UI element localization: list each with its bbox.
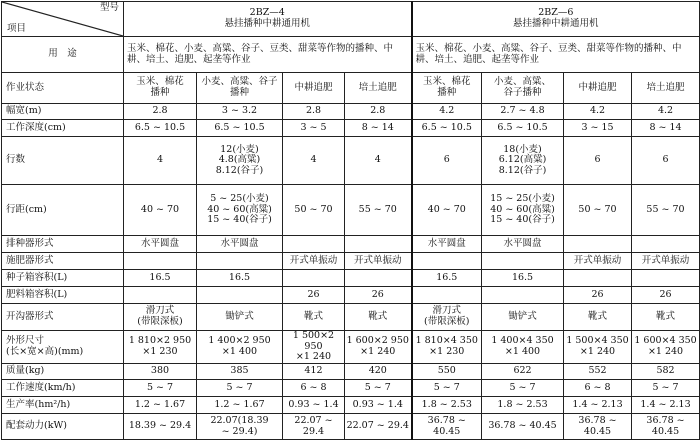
- spec-cell: 1 400×2 950 ×1 400: [197, 331, 283, 364]
- spec-cell: 18.39 ~ 29.4: [124, 414, 197, 440]
- row-label: 排种器形式: [2, 236, 124, 253]
- spec-cell: 550: [412, 364, 482, 380]
- row-label: 生产率(hm²/h): [2, 397, 124, 414]
- spec-cell: 5 ~ 7: [482, 380, 564, 397]
- spec-cell: 小麦、高粱、 谷子播种: [482, 73, 564, 104]
- spec-cell: 靴式: [283, 304, 345, 331]
- spec-row: [2, 270, 700, 287]
- spec-cell: [482, 287, 564, 304]
- spec-cell: 开式单振动: [564, 253, 632, 270]
- row-label: 行距(cm): [2, 185, 124, 236]
- spec-row: [2, 331, 700, 364]
- usage-model-a: 玉米、棉花、小麦、高粱、谷子、豆类、甜菜等作物的播种、中耕、培土、追肥、起垄等作业: [124, 37, 412, 73]
- spec-cell: 18(小麦) 6.12(高粱) 8.12(谷子): [482, 137, 564, 185]
- spec-row: [2, 236, 700, 253]
- spec-row: [2, 287, 700, 304]
- spec-cell: 0.93 ~ 1.4: [283, 397, 345, 414]
- spec-cell: 靴式: [345, 304, 412, 331]
- spec-row: [2, 380, 700, 397]
- spec-row: [2, 253, 700, 270]
- spec-cell: 1 810×4 350 ×1 230: [412, 331, 482, 364]
- corner-model-label: 型号: [99, 2, 119, 13]
- spec-cell: [482, 253, 564, 270]
- spec-cell: 55 ~ 70: [345, 185, 412, 236]
- spec-cell: 26: [564, 287, 632, 304]
- spec-cell: [564, 236, 632, 253]
- row-label: 工作深度(cm): [2, 120, 124, 137]
- spec-cell: [283, 270, 345, 287]
- spec-cell: 锄铲式: [197, 304, 283, 331]
- usage-model-b: 玉米、棉花、小麦、高粱、谷子、豆类、甜菜等作物的播种、中耕、培土、追肥、起垄等作业: [412, 37, 700, 73]
- spec-cell: [412, 287, 482, 304]
- spec-cell: 1 810×2 950 ×1 230: [124, 331, 197, 364]
- spec-cell: 50 ~ 70: [283, 185, 345, 236]
- spec-cell: 5 ~ 7: [197, 380, 283, 397]
- spec-cell: 15 ~ 25(小麦) 40 ~ 60(高粱) 15 ~ 40(谷子): [482, 185, 564, 236]
- row-label: 开沟器形式: [2, 304, 124, 331]
- header-corner-cell: [2, 2, 124, 37]
- spec-cell: 开式单振动: [632, 253, 700, 270]
- model-a-header: 2BZ—4 悬挂播种中耕通用机: [124, 2, 412, 37]
- spec-cell: [197, 287, 283, 304]
- spec-cell: 12(小麦) 4.8(高粱) 8.12(谷子): [197, 137, 283, 185]
- spec-cell: 16.5: [197, 270, 283, 287]
- spec-cell: 小麦、高粱、谷子播种: [197, 73, 283, 104]
- spec-cell: 26: [283, 287, 345, 304]
- spec-cell: 6.5 ~ 10.5: [197, 120, 283, 137]
- spec-cell: 40 ~ 70: [412, 185, 482, 236]
- spec-cell: 8 ~ 14: [345, 120, 412, 137]
- spec-cell: 水平圆盘: [197, 236, 283, 253]
- spec-cell: 6: [632, 137, 700, 185]
- spec-cell: [412, 253, 482, 270]
- spec-row: [2, 73, 700, 104]
- spec-row: [2, 120, 700, 137]
- spec-cell: 36.78 ~ 40.45: [632, 414, 700, 440]
- spec-cell: 6.5 ~ 10.5: [412, 120, 482, 137]
- spec-cell: [632, 236, 700, 253]
- spec-cell: 5 ~ 7: [345, 380, 412, 397]
- spec-cell: 420: [345, 364, 412, 380]
- spec-cell: 6 ~ 8: [564, 380, 632, 397]
- spec-cell: 1 400×4 350 ×1 400: [482, 331, 564, 364]
- spec-cell: 22.07 ~ 29.4: [345, 414, 412, 440]
- spec-cell: 16.5: [124, 270, 197, 287]
- spec-cell: 622: [482, 364, 564, 380]
- spec-cell: 1.8 ~ 2.53: [412, 397, 482, 414]
- row-label: 肥料箱容积(L): [2, 287, 124, 304]
- spec-cell: 培土追肥: [632, 73, 700, 104]
- spec-cell: 1.4 ~ 2.13: [564, 397, 632, 414]
- spec-cell: 3 ~ 5: [283, 120, 345, 137]
- spec-cell: 锄铲式: [482, 304, 564, 331]
- spec-cell: 4: [345, 137, 412, 185]
- spec-cell: 1.4 ~ 2.13: [632, 397, 700, 414]
- spec-cell: 4.2: [564, 104, 632, 120]
- spec-cell: 6: [412, 137, 482, 185]
- spec-cell: 0.93 ~ 1.4: [345, 397, 412, 414]
- spec-row: [2, 414, 700, 440]
- row-label: 质量(kg): [2, 364, 124, 380]
- spec-table: [1, 1, 700, 440]
- row-label: 工作速度(km/h): [2, 380, 124, 397]
- spec-cell: 中耕追肥: [283, 73, 345, 104]
- spec-cell: 5 ~ 7: [632, 380, 700, 397]
- row-label: 作业状态: [2, 73, 124, 104]
- spec-cell: 滑刀式 (带限深板): [412, 304, 482, 331]
- spec-cell: 水平圆盘: [412, 236, 482, 253]
- spec-cell: 40 ~ 70: [124, 185, 197, 236]
- model-b-header: 2BZ—6 悬挂播种中耕通用机: [412, 2, 700, 37]
- spec-cell: 22.07(18.39 ~ 29.4): [197, 414, 283, 440]
- spec-cell: 6: [564, 137, 632, 185]
- spec-cell: 380: [124, 364, 197, 380]
- spec-cell: 50 ~ 70: [564, 185, 632, 236]
- spec-cell: 5 ~ 7: [124, 380, 197, 397]
- spec-cell: 水平圆盘: [482, 236, 564, 253]
- spec-cell: 6.5 ~ 10.5: [124, 120, 197, 137]
- spec-cell: 582: [632, 364, 700, 380]
- spec-cell: 玉米、棉花 播种: [412, 73, 482, 104]
- spec-row: [2, 304, 700, 331]
- spec-cell: 滑刀式 (带限深板): [124, 304, 197, 331]
- spec-cell: [564, 270, 632, 287]
- spec-cell: 2.7 ~ 4.8: [482, 104, 564, 120]
- spec-cell: 1 500×4 350 ×1 240: [564, 331, 632, 364]
- spec-cell: [197, 253, 283, 270]
- spec-cell: 2.8: [283, 104, 345, 120]
- spec-cell: [283, 236, 345, 253]
- spec-cell: 2.8: [124, 104, 197, 120]
- spec-cell: [124, 287, 197, 304]
- spec-cell: [345, 236, 412, 253]
- spec-cell: 4: [283, 137, 345, 185]
- spec-cell: 1.2 ~ 1.67: [124, 397, 197, 414]
- spec-cell: 中耕追肥: [564, 73, 632, 104]
- row-label: 行数: [2, 137, 124, 185]
- spec-cell: 3 ~ 3.2: [197, 104, 283, 120]
- spec-row: [2, 364, 700, 380]
- spec-cell: 16.5: [412, 270, 482, 287]
- spec-cell: 4.2: [412, 104, 482, 120]
- spec-cell: 26: [632, 287, 700, 304]
- spec-cell: 55 ~ 70: [632, 185, 700, 236]
- spec-cell: 36.78 ~ 40.45: [482, 414, 564, 440]
- row-label: 种子箱容积(L): [2, 270, 124, 287]
- spec-cell: 靴式: [632, 304, 700, 331]
- spec-cell: 4.2: [632, 104, 700, 120]
- spec-cell: 36.78 ~ 40.45: [412, 414, 482, 440]
- spec-cell: 5 ~ 25(小麦) 40 ~ 60(高粱) 15 ~ 40(谷子): [197, 185, 283, 236]
- spec-cell: [632, 270, 700, 287]
- spec-cell: 开式单振动: [283, 253, 345, 270]
- spec-cell: 6.5 ~ 10.5: [482, 120, 564, 137]
- row-label: 幅宽(m): [2, 104, 124, 120]
- spec-row: [2, 397, 700, 414]
- spec-cell: 1 500×2 950 ×1 240: [283, 331, 345, 364]
- usage-label: 用 途: [2, 37, 124, 73]
- spec-cell: 412: [283, 364, 345, 380]
- spec-cell: 385: [197, 364, 283, 380]
- spec-cell: 8 ~ 14: [632, 120, 700, 137]
- spec-cell: 开式单振动: [345, 253, 412, 270]
- row-label: 施肥器形式: [2, 253, 124, 270]
- spec-row: [2, 185, 700, 236]
- spec-cell: 1.8 ~ 2.53: [482, 397, 564, 414]
- spec-cell: 1 600×2 950 ×1 240: [345, 331, 412, 364]
- spec-row: [2, 137, 700, 185]
- usage-row: [2, 37, 700, 73]
- spec-cell: 26: [345, 287, 412, 304]
- spec-cell: 6 ~ 8: [283, 380, 345, 397]
- spec-cell: [124, 253, 197, 270]
- spec-cell: 培土追肥: [345, 73, 412, 104]
- spec-cell: 1.2 ~ 1.67: [197, 397, 283, 414]
- spec-cell: 552: [564, 364, 632, 380]
- spec-cell: 2.8: [345, 104, 412, 120]
- spec-cell: 5 ~ 7: [412, 380, 482, 397]
- spec-cell: 靴式: [564, 304, 632, 331]
- spec-cell: 3 ~ 15: [564, 120, 632, 137]
- spec-row: [2, 104, 700, 120]
- row-label: 配套动力(kW): [2, 414, 124, 440]
- spec-cell: 1 600×4 350 ×1 240: [632, 331, 700, 364]
- spec-cell: 玉米、棉花 播种: [124, 73, 197, 104]
- header-row: [2, 2, 700, 37]
- row-label: 外形尺寸 (长×宽×高)(mm): [2, 331, 124, 364]
- corner-item-label: 项目: [7, 23, 27, 35]
- spec-cell: 16.5: [482, 270, 564, 287]
- spec-cell: 4: [124, 137, 197, 185]
- spec-cell: [345, 270, 412, 287]
- spec-cell: 水平圆盘: [124, 236, 197, 253]
- spec-cell: 36.78 ~ 40.45: [564, 414, 632, 440]
- spec-cell: 22.07 ~ 29.4: [283, 414, 345, 440]
